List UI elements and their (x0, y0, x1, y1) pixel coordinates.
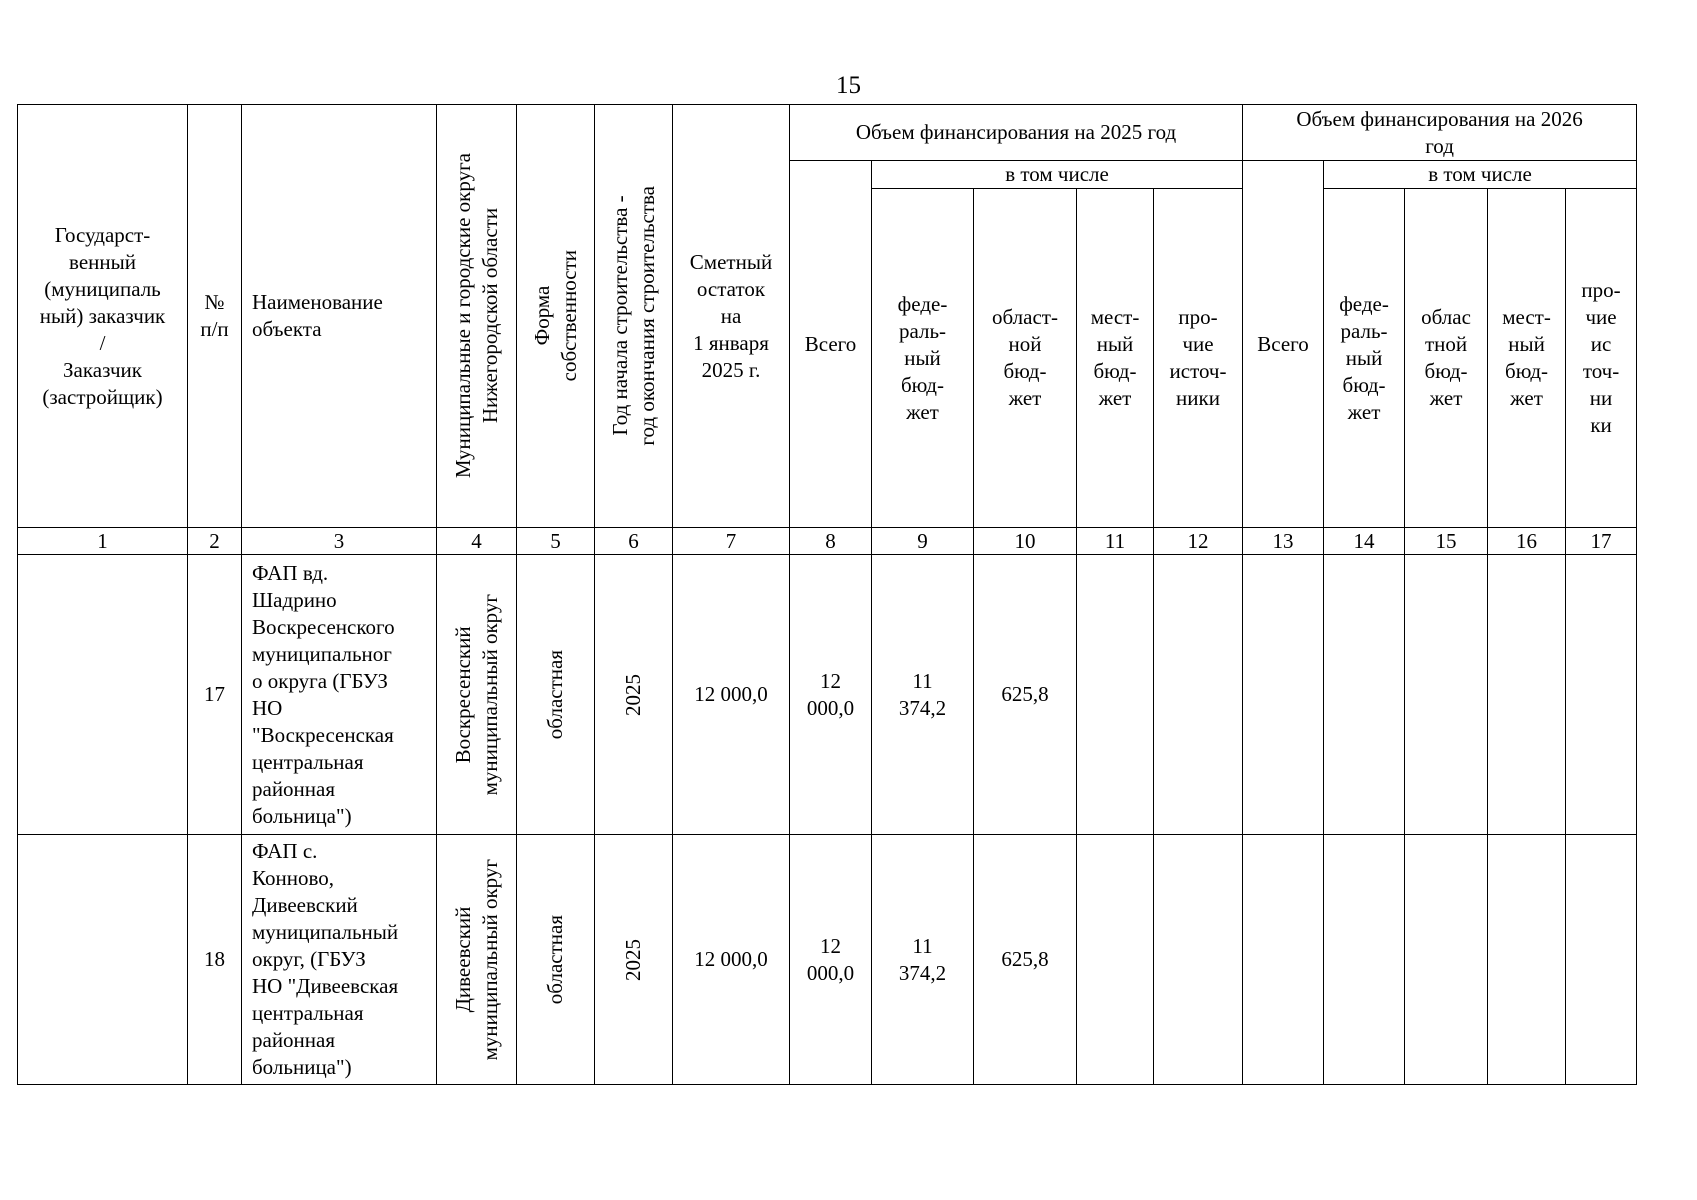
row-local-2025 (1077, 555, 1154, 835)
row-other-2026 (1566, 835, 1637, 1085)
header-federal-2026: феде- раль- ный бюд- жет (1324, 189, 1405, 528)
row-district: Дивеевский муниципальный округ (450, 858, 502, 1061)
page-number: 15 (836, 72, 861, 99)
column-number: 5 (517, 528, 595, 555)
column-number: 6 (595, 528, 673, 555)
row-other-2025 (1154, 555, 1243, 835)
header-years-cell (595, 105, 673, 528)
row-estimate: 12 000,0 (673, 555, 790, 835)
column-number: 14 (1324, 528, 1405, 555)
header-total-2025: Всего (790, 161, 872, 528)
row-regional-2025: 625,8 (974, 555, 1077, 835)
header-customer: Государст- венный (муниципаль ный) заказчик / Заказчик (застройщик) (18, 105, 188, 528)
row-years: 2025 (621, 673, 645, 716)
row-federal-2026 (1324, 555, 1405, 835)
header-local-2025: мест- ный бюд- жет (1077, 189, 1154, 528)
row-total-2026 (1243, 555, 1324, 835)
column-number: 13 (1243, 528, 1324, 555)
row-ownership: областная (543, 914, 567, 1005)
row-other-2025 (1154, 835, 1243, 1085)
header-including-2025: в том числе (872, 161, 1243, 189)
column-number: 17 (1566, 528, 1637, 555)
row-federal-2025: 11 374,2 (872, 835, 974, 1085)
header-district-cell (437, 105, 517, 528)
row-federal-2026 (1324, 835, 1405, 1085)
row-regional-2025: 625,8 (974, 835, 1077, 1085)
row-number: 17 (188, 555, 242, 835)
header-number: № п/п (188, 105, 242, 528)
row-years-cell (595, 555, 673, 835)
header-regional-2026: облас тной бюд- жет (1405, 189, 1488, 528)
table-row (18, 835, 1637, 1085)
row-estimate: 12 000,0 (673, 835, 790, 1085)
header-other-2026: про- чие ис точ- ни ки (1566, 189, 1637, 528)
row-district: Воскресенский муниципальный округ (450, 593, 502, 796)
header-group-2025: Объем финансирования на 2025 год (790, 105, 1243, 161)
column-number: 4 (437, 528, 517, 555)
row-ownership-cell (517, 835, 595, 1085)
row-number: 18 (188, 835, 242, 1085)
header-group-2026: Объем финансирования на 2026 год (1243, 105, 1637, 161)
column-number: 7 (673, 528, 790, 555)
column-number: 16 (1488, 528, 1566, 555)
row-customer (18, 835, 188, 1085)
row-local-2026 (1488, 555, 1566, 835)
row-years-cell (595, 835, 673, 1085)
header-ownership: Форма собственности (529, 250, 581, 382)
header-estimate: Сметный остаток на 1 января 2025 г. (673, 105, 790, 528)
header-district: Муниципальные и городские округа Нижегородской области (450, 153, 502, 479)
row-other-2026 (1566, 555, 1637, 835)
row-object-name: ФАП вд. Шадрино Воскресенского муниципальног о округа (ГБУЗ НО "Воскресенская центральная районная больница") (242, 555, 437, 835)
column-number: 2 (188, 528, 242, 555)
row-regional-2026 (1405, 835, 1488, 1085)
column-number-row (18, 528, 1637, 555)
column-number: 12 (1154, 528, 1243, 555)
header-object-name: Наименование объекта (242, 105, 437, 528)
row-total-2025: 12 000,0 (790, 555, 872, 835)
column-number: 8 (790, 528, 872, 555)
row-ownership: областная (543, 649, 567, 740)
row-local-2025 (1077, 835, 1154, 1085)
table-row (18, 555, 1637, 835)
header-regional-2025: област- ной бюд- жет (974, 189, 1077, 528)
row-total-2025: 12 000,0 (790, 835, 872, 1085)
header-row-1 (18, 105, 1637, 161)
header-years: Год начала строительства - год окончания строительства (607, 186, 659, 446)
row-district-cell (437, 835, 517, 1085)
row-total-2026 (1243, 835, 1324, 1085)
row-district-cell (437, 555, 517, 835)
column-number: 9 (872, 528, 974, 555)
column-number: 10 (974, 528, 1077, 555)
row-federal-2025: 11 374,2 (872, 555, 974, 835)
row-ownership-cell (517, 555, 595, 835)
row-customer (18, 555, 188, 835)
financing-table (17, 104, 1637, 1085)
header-including-2026: в том числе (1324, 161, 1637, 189)
header-total-2026: Всего (1243, 161, 1324, 528)
column-number: 11 (1077, 528, 1154, 555)
row-local-2026 (1488, 835, 1566, 1085)
row-object-name: ФАП с. Конново, Дивеевский муниципальный округ, (ГБУЗ НО "Дивеевская центральная районная больница") (242, 835, 437, 1085)
header-other-2025: про- чие источ- ники (1154, 189, 1243, 528)
column-number: 15 (1405, 528, 1488, 555)
column-number: 3 (242, 528, 437, 555)
column-number: 1 (18, 528, 188, 555)
row-years: 2025 (621, 938, 645, 981)
header-ownership-cell (517, 105, 595, 528)
header-federal-2025: феде- раль- ный бюд- жет (872, 189, 974, 528)
header-local-2026: мест- ный бюд- жет (1488, 189, 1566, 528)
row-regional-2026 (1405, 555, 1488, 835)
